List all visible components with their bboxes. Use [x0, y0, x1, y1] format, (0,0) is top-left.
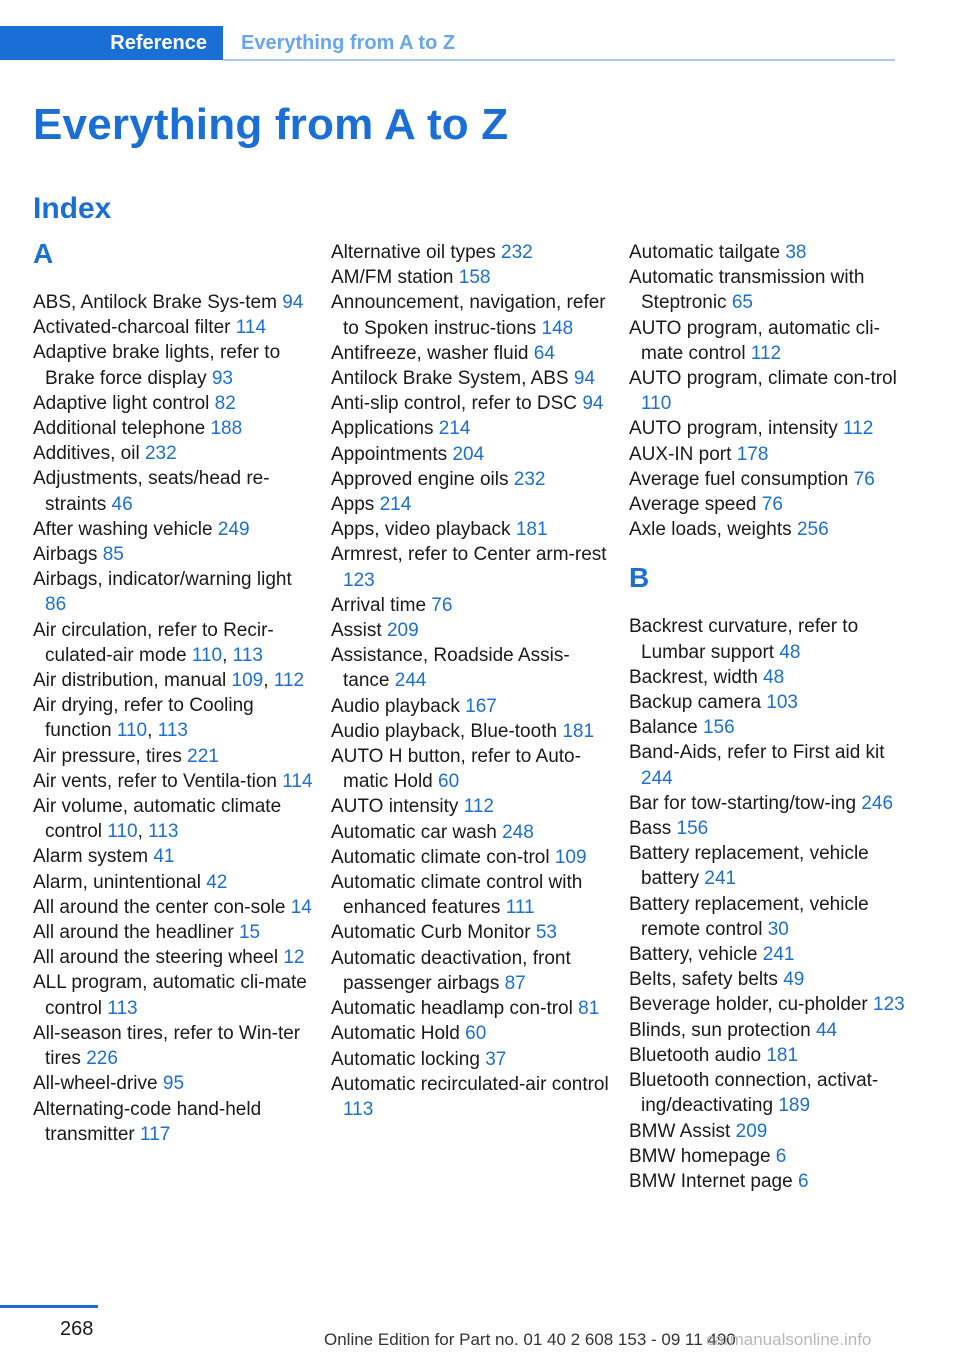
index-entry — [629, 715, 909, 740]
index-entry — [33, 744, 313, 769]
index-entry-text: All around the steering wheel — [33, 947, 279, 969]
index-entry-text: Assistance, Roadside Assis‐tance — [331, 645, 570, 692]
index-entry — [33, 945, 313, 970]
index-entry — [629, 416, 909, 441]
index-entry-text: Adaptive brake lights, refer to Brake force display — [33, 342, 281, 389]
index-entry-text: Antifreeze, washer fluid — [331, 342, 529, 364]
index-entry-text: All-wheel-drive — [33, 1073, 158, 1095]
page-reference-link[interactable]: 94 — [282, 292, 304, 313]
page-reference-link[interactable]: 113 — [157, 720, 188, 742]
index-entry-text: Audio playback — [331, 695, 460, 717]
index-entry — [629, 1068, 909, 1118]
index-entry-text: Additives, oil — [33, 443, 140, 465]
page-reference-link[interactable]: 87 — [504, 972, 526, 994]
page-reference-link[interactable]: 60 — [465, 1023, 487, 1045]
index-entry — [331, 618, 611, 643]
page-reference-link[interactable]: 244 — [394, 670, 427, 692]
index-entry — [331, 719, 611, 744]
page-reference-link[interactable]: 82 — [214, 392, 236, 414]
index-entry-text: Balance — [629, 717, 698, 739]
index-entry-text: AUTO program, intensity — [629, 418, 838, 440]
index-entry-text: Blinds, sun protection — [629, 1019, 811, 1041]
page-header — [0, 26, 895, 62]
index-entry — [629, 1043, 909, 1068]
page-reference-link[interactable]: 232 — [144, 443, 177, 465]
index-entry — [331, 517, 611, 542]
index-entry-text: Belts, safety belts — [629, 969, 778, 991]
index-entry — [331, 416, 611, 441]
index-entry-text: Battery replacement, vehicle battery — [629, 843, 869, 890]
index-entry-text: Automatic car wash — [331, 821, 497, 843]
index-entry-text: Band-Aids, refer to First aid kit — [629, 742, 885, 764]
index-entry — [33, 970, 313, 1020]
index-entry-text: Automatic transmission with Steptronic — [629, 267, 865, 314]
page-reference-link[interactable]: 37 — [485, 1048, 507, 1070]
index-entry — [629, 665, 909, 690]
index-entry — [33, 769, 313, 794]
index-entry-text: Airbags, indicator/warning light — [33, 569, 292, 591]
page-reference-link[interactable]: 95 — [162, 1073, 185, 1095]
index-entry — [331, 1072, 611, 1122]
page-reference-link[interactable]: 64 — [533, 342, 555, 364]
index-entry — [629, 690, 909, 715]
index-entry-text: Apps, video playback — [331, 519, 511, 541]
index-entry-text: Bluetooth connection, activat‐ing/deactivating — [629, 1070, 879, 1117]
index-entry — [33, 290, 313, 315]
index-column-3 — [629, 240, 909, 1194]
index-letter-heading: B — [629, 562, 650, 594]
index-entry — [629, 442, 909, 467]
page-reference-link[interactable]: 178 — [736, 443, 769, 465]
index-entry-text: Appointments — [331, 443, 448, 465]
footer-divider — [0, 1305, 98, 1308]
index-entry — [331, 542, 611, 592]
index-entry — [331, 290, 611, 340]
index-entry — [331, 744, 611, 794]
index-entry-text: Automatic locking — [331, 1048, 480, 1070]
index-entry — [629, 740, 909, 790]
page-reference-link[interactable]: 41 — [153, 846, 175, 868]
index-entry — [33, 517, 313, 542]
page-reference-link[interactable]: 48 — [779, 641, 801, 663]
index-entry — [331, 341, 611, 366]
page-reference-link[interactable]: 14 — [290, 896, 312, 918]
page-reference-link[interactable]: 94 — [573, 368, 596, 390]
index-entry — [331, 593, 611, 618]
page-reference-link[interactable]: 209 — [735, 1120, 768, 1142]
index-entry — [629, 240, 909, 265]
page-reference-link[interactable]: 15 — [238, 922, 261, 944]
page-reference-link[interactable]: 103 — [766, 692, 798, 714]
page-title: Everything from A to Z — [33, 100, 509, 149]
index-entry — [629, 892, 909, 942]
page-reference-link[interactable]: 42 — [206, 871, 228, 893]
page-reference-link[interactable]: 6 — [797, 1170, 809, 1192]
index-entry-text: Beverage holder, cu‐pholder — [629, 994, 868, 1016]
page-reference-link[interactable]: 221 — [187, 745, 219, 767]
index-entry-text: Alternating-code hand-held transmitter — [33, 1098, 262, 1145]
page-reference-link[interactable]: 214 — [438, 418, 471, 440]
index-entry-text: All-season tires, refer to Win‐ter tires — [33, 1022, 301, 1070]
page-reference-link[interactable]: 30 — [767, 918, 789, 940]
index-entry-text: Adjustments, seats/head re‐straints — [33, 468, 270, 515]
index-entry — [33, 340, 313, 390]
watermark: carmanualsonline.info — [706, 1330, 872, 1349]
index-entry-text: Announcement, navigation, refer to Spoken instruc‐tions — [331, 292, 606, 339]
index-entry-text: Backup camera — [629, 692, 762, 714]
index-entry — [33, 1097, 313, 1147]
edition-note: Online Edition for Part no. 01 40 2 608 153 - 09 11 490 — [324, 1330, 736, 1349]
index-entry — [33, 920, 313, 945]
page-reference-link[interactable]: 148 — [541, 317, 574, 339]
index-entry — [629, 265, 909, 315]
index-entry — [33, 542, 313, 567]
page-reference-link[interactable]: 241 — [704, 868, 737, 890]
index-entry-text: All around the center con‐sole — [33, 896, 286, 918]
index-entry — [331, 467, 611, 492]
index-entry-text: Backrest, width — [629, 666, 758, 688]
page-reference-link[interactable]: 112 — [463, 796, 494, 818]
index-entry — [629, 992, 909, 1017]
current-section-tab[interactable]: Everything from A to Z — [241, 32, 456, 54]
page-reference-link[interactable]: 85 — [102, 544, 124, 566]
index-entry-text: Air drying, refer to Cooling function — [33, 695, 254, 742]
page-reference-link[interactable]: 181 — [562, 720, 595, 742]
page-reference-link[interactable]: 244 — [641, 767, 673, 789]
page-reference-link[interactable]: 6 — [775, 1145, 787, 1167]
page-reference-link[interactable]: 53 — [535, 922, 557, 944]
index-entry-text: Automatic recirculated-air control — [331, 1073, 609, 1095]
index-entry — [629, 967, 909, 992]
index-entry-text: AUTO program, climate con‐trol — [629, 368, 897, 390]
index-entry-text: Applications — [331, 418, 434, 440]
index-entry — [629, 492, 909, 517]
page-reference-link[interactable]: 112 — [273, 670, 305, 692]
index-entry-text: Bluetooth audio — [629, 1044, 762, 1066]
page-reference-link[interactable]: 65 — [731, 292, 753, 314]
index-entry — [33, 1071, 313, 1096]
index-entry-text: BMW Internet page — [629, 1170, 793, 1192]
index-entry-text: AUTO program, automatic cli‐mate control — [629, 317, 880, 364]
index-entry-text: Air circulation, refer to Recir‐culated-air mode — [33, 619, 274, 666]
index-heading: Index — [33, 192, 112, 225]
index-entry — [33, 895, 313, 920]
index-entry-text: BMW homepage — [629, 1145, 771, 1167]
index-entry — [629, 1144, 909, 1169]
index-entry — [33, 416, 313, 441]
index-entry — [331, 870, 611, 920]
page-reference-link[interactable]: 12 — [283, 947, 305, 969]
header-divider — [223, 59, 895, 61]
index-entry-text: Antilock Brake System, ABS — [331, 368, 569, 390]
page-reference-link[interactable]: 167 — [465, 695, 497, 717]
index-entry-text: Bass — [629, 818, 672, 840]
page-reference-link[interactable]: 181 — [515, 519, 548, 541]
page-reference-link[interactable]: 109 — [554, 846, 587, 868]
index-entry-text: AUTO H button, refer to Auto‐matic Hold — [331, 746, 581, 793]
index-entry-text: Automatic deactivation, front passenger airbags — [331, 947, 571, 994]
index-entry — [331, 391, 611, 416]
index-entry — [629, 316, 909, 366]
index-entry: Air circulation, refer to Recir‐culated-air mode 110, 113 — [33, 619, 274, 666]
section-tab-reference[interactable]: Reference — [0, 26, 223, 60]
page-reference-link[interactable]: 109 — [231, 670, 264, 692]
index-entry-text: AUX-IN port — [629, 443, 732, 465]
page-reference-link[interactable]: 226 — [86, 1048, 118, 1070]
index-entry — [331, 946, 611, 996]
index-entry-text: Air distribution, manual — [33, 670, 227, 692]
page-reference-link[interactable]: 189 — [778, 1095, 811, 1117]
index-entry-text: Armrest, refer to Center arm‐rest — [331, 544, 607, 566]
index-entry-text: Arrival time — [331, 594, 427, 616]
page-reference-link[interactable]: 113 — [107, 997, 138, 1019]
index-entry-text: Activated-charcoal filter — [33, 317, 231, 339]
index-entry-text: Air pressure, tires — [33, 745, 182, 767]
index-entry-text: Alarm, unintentional — [33, 871, 201, 893]
page-reference-link[interactable]: 156 — [702, 717, 735, 739]
index-entry — [629, 1018, 909, 1043]
page-reference-link[interactable]: 158 — [458, 267, 491, 289]
page-reference-link[interactable]: 76 — [853, 468, 875, 490]
page-reference-link[interactable]: 113 — [343, 1098, 374, 1120]
index-entry — [33, 315, 313, 340]
page-reference-link[interactable]: 123 — [873, 994, 905, 1016]
index-entry-text: Automatic headlamp con‐trol — [331, 998, 573, 1020]
page-reference-link[interactable]: 232 — [501, 242, 533, 263]
page-reference-link[interactable]: 48 — [763, 666, 785, 688]
page-reference-link[interactable]: 214 — [379, 494, 412, 516]
page-reference-link[interactable]: 110 — [116, 720, 148, 742]
page-reference-link[interactable]: 46 — [111, 493, 133, 515]
index-entry-text: Automatic tailgate — [629, 242, 781, 263]
index-entry — [33, 441, 313, 466]
index-entry — [331, 442, 611, 467]
index-entry-text: Adaptive light control — [33, 392, 210, 414]
index-entry — [331, 920, 611, 945]
page-reference-link[interactable]: 44 — [815, 1019, 838, 1041]
index-entry — [33, 870, 313, 895]
page-reference-link[interactable]: 38 — [785, 242, 807, 263]
page-reference-link[interactable]: 110 — [191, 644, 223, 666]
index-entry — [629, 942, 909, 967]
index-entry-text: Air volume, automatic climate control — [33, 796, 282, 843]
page-reference-link[interactable]: 123 — [343, 569, 375, 591]
page-reference-link[interactable]: 114 — [282, 770, 313, 792]
index-entry-text: After washing vehicle — [33, 518, 213, 540]
index-entry — [629, 467, 909, 492]
index-entry-text: Alarm system — [33, 846, 149, 868]
page-reference-link[interactable]: 81 — [578, 998, 600, 1020]
page-reference-link[interactable]: 76 — [431, 594, 453, 616]
index-entry-text: Axle loads, weights — [629, 519, 792, 541]
index-entry-text: BMW Assist — [629, 1120, 731, 1142]
page-reference-link[interactable]: 111 — [505, 897, 535, 919]
page-reference-link[interactable]: 113 — [148, 821, 179, 843]
index-entry — [33, 1021, 313, 1071]
page-number: 268 — [60, 1318, 94, 1340]
page-reference-link[interactable]: 86 — [45, 594, 67, 616]
page-reference-link[interactable]: 114 — [235, 317, 267, 339]
index-entry-text: Air vents, refer to Ventila‐tion — [33, 770, 277, 792]
index-entry-text: Alternative oil types — [331, 242, 496, 263]
index-entry — [331, 1021, 611, 1046]
page-reference-link[interactable]: 232 — [513, 468, 546, 490]
index-entry — [629, 841, 909, 891]
page-reference-link[interactable]: 112 — [750, 342, 782, 364]
page-reference-link[interactable]: 60 — [438, 771, 460, 793]
index-entry-text: Automatic climate control with enhanced features — [331, 872, 583, 919]
index-entry-text: Apps — [331, 494, 375, 516]
index-entry: Air distribution, manual 109, 112 — [33, 670, 305, 692]
index-column-1 — [33, 240, 313, 1147]
index-entry — [629, 366, 909, 416]
index-entry — [331, 265, 611, 290]
index-entry — [33, 466, 313, 516]
index-entry — [331, 794, 611, 819]
index-entry-text: Audio playback, Blue‐tooth — [331, 720, 558, 742]
index-entry — [629, 517, 909, 542]
page-reference-link[interactable]: 209 — [386, 620, 419, 642]
index-entry — [629, 791, 909, 816]
index-entry-text: AM/FM station — [331, 267, 454, 289]
page-reference-link[interactable]: 181 — [766, 1044, 799, 1066]
index-entry — [331, 240, 611, 265]
index-entry-text: Airbags — [33, 544, 98, 566]
index-entry — [331, 694, 611, 719]
index-entry — [629, 614, 909, 664]
index-entry-text: Automatic Hold — [331, 1023, 460, 1045]
index-entry — [331, 820, 611, 845]
page-reference-link[interactable]: 94 — [582, 393, 604, 415]
index-entry-text: ALL program, automatic cli‐mate control — [33, 972, 307, 1019]
index-entry — [629, 1169, 909, 1194]
page-reference-link[interactable]: 112 — [843, 418, 874, 440]
index-entry — [33, 567, 313, 617]
index-entry — [331, 996, 611, 1021]
page-reference-link[interactable]: 188 — [210, 418, 243, 440]
page-reference-link[interactable]: 49 — [783, 969, 805, 991]
page-reference-link[interactable]: 156 — [676, 818, 709, 840]
index-entry-text: Average fuel consumption — [629, 468, 849, 490]
index-letter-heading: A — [33, 238, 54, 269]
index-entry-text: Automatic climate con‐trol — [331, 846, 550, 868]
page-reference-link[interactable]: 204 — [452, 443, 485, 465]
page-reference-link[interactable]: 248 — [502, 821, 534, 843]
page-reference-link[interactable]: 110 — [641, 393, 672, 415]
index-entry — [629, 816, 909, 841]
page-reference-link[interactable]: 76 — [761, 494, 783, 516]
page-reference-link[interactable]: 241 — [762, 944, 795, 966]
page-reference-link[interactable]: 93 — [211, 367, 233, 389]
index-entry-text: ABS, Antilock Brake Sys‐tem — [33, 292, 277, 313]
index-entry — [331, 1047, 611, 1072]
index-entry — [331, 643, 611, 693]
page-reference-link[interactable]: 249 — [217, 518, 250, 540]
index-entry-text: Bar for tow-starting/tow‐ing — [629, 792, 857, 814]
index-column-2 — [331, 240, 611, 1122]
index-entry: Air drying, refer to Cooling function 110, 113 — [33, 695, 254, 742]
index-entry-text: Backrest curvature, refer to Lumbar support — [629, 616, 859, 663]
page-reference-link[interactable]: 113 — [232, 644, 263, 666]
index-entry-text: Anti-slip control, refer to DSC — [331, 393, 578, 415]
index-entry-text: AUTO intensity — [331, 796, 459, 818]
index-entry — [331, 492, 611, 517]
index-entry — [331, 845, 611, 870]
index-entry: Air volume, automatic climate control 110, 113 — [33, 796, 282, 843]
index-entry-text: All around the headliner — [33, 922, 234, 944]
index-entry-text: Assist — [331, 620, 382, 642]
index-entry — [331, 366, 611, 391]
index-entry-text: Automatic Curb Monitor — [331, 922, 531, 944]
page-reference-link[interactable]: 256 — [796, 519, 829, 541]
index-entry — [33, 844, 313, 869]
page-reference-link[interactable]: 117 — [140, 1123, 171, 1145]
index-entry — [33, 391, 313, 416]
index-entry-text: Approved engine oils — [331, 468, 509, 490]
index-entry — [629, 1119, 909, 1144]
index-entry-text: Battery replacement, vehicle remote control — [629, 893, 869, 940]
index-entry-text: Battery, vehicle — [629, 944, 758, 966]
page-reference-link[interactable]: 246 — [861, 792, 894, 814]
index-entry-text: Additional telephone — [33, 418, 206, 440]
index-entry-text: Average speed — [629, 494, 757, 516]
page-reference-link[interactable]: 110 — [107, 821, 138, 843]
